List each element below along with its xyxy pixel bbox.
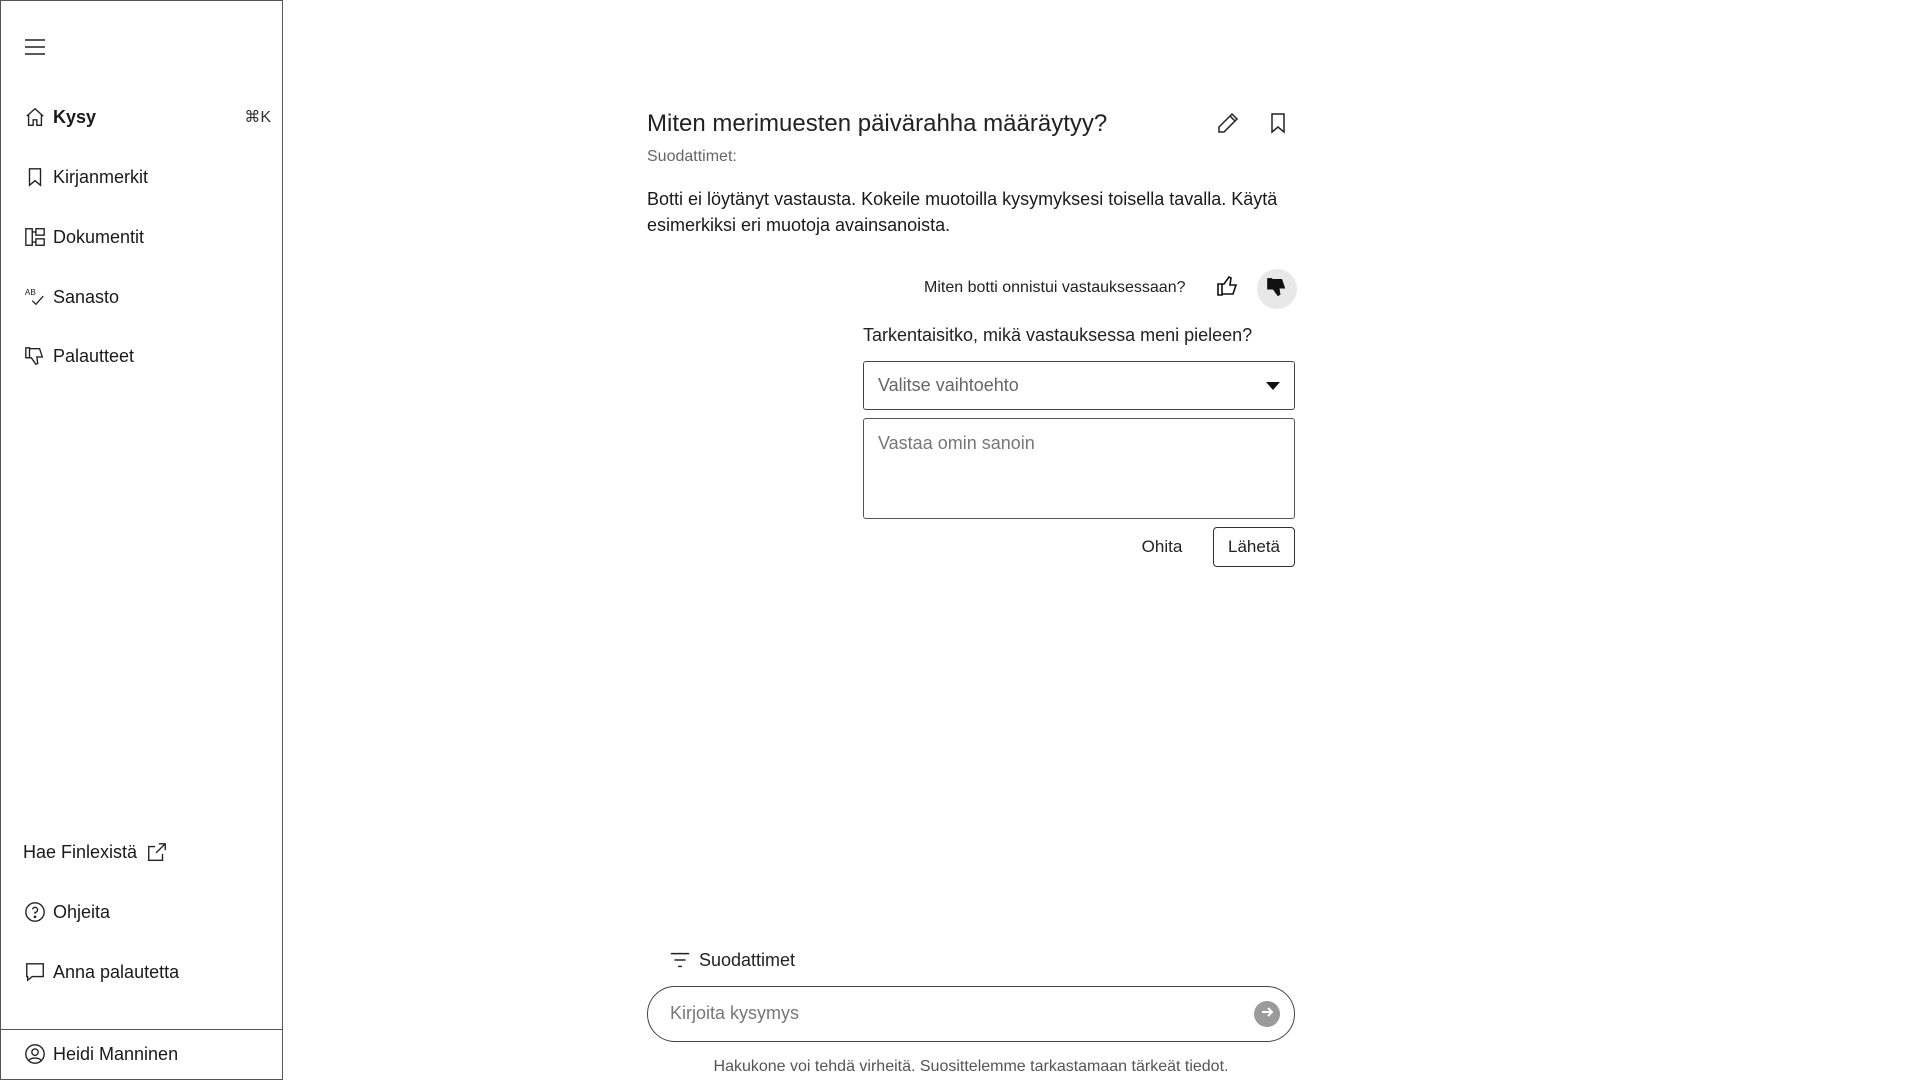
question-title: Miten merimuesten päivärahha määräytyy? [647,110,1108,137]
hamburger-menu-icon[interactable] [23,35,47,59]
send-question-button[interactable] [1254,1001,1280,1027]
send-feedback-button[interactable]: Lähetä [1213,527,1295,567]
sidebar-item-ohjeita[interactable] [23,897,271,927]
sidebar-item-anna-palautetta[interactable] [23,957,271,987]
sidebar-item-label: Kysy [53,106,97,127]
bookmark-icon [1266,111,1290,140]
pencil-icon [1216,111,1240,140]
sidebar-item-label: Hae Finlexistä [23,841,138,862]
keyboard-shortcut: ⌘K [244,109,271,126]
sidebar-item-hae-finlexista[interactable] [23,837,271,867]
caret-down-icon [1266,382,1280,390]
sidebar-item-label: Palautteet [53,345,135,366]
sidebar-item-dokumentit[interactable] [23,222,271,252]
sidebar-item-label: Dokumentit [53,226,145,247]
home-icon [23,105,47,129]
svg-text:AB: AB [24,288,36,298]
help-circle-icon [23,900,47,924]
sidebar-item-kysy[interactable] [23,102,271,132]
reason-select[interactable] [863,361,1295,410]
sidebar-item-label: Ohjeita [53,901,111,922]
question-input[interactable] [670,987,1230,1040]
sidebar-divider [1,1029,282,1030]
glossary-icon [23,285,47,309]
external-link-icon [145,840,169,864]
filters-button-label: Suodattimet [699,949,796,970]
sidebar-item-label: Sanasto [53,286,120,307]
comment-icon [23,960,47,984]
filters-button[interactable] [668,945,795,975]
rating-question: Miten botti onnistui vastauksessaan? [924,279,1186,296]
thumbs-down-button[interactable] [1257,269,1297,309]
applied-filters-label: Suodattimet: [647,148,737,165]
thumbs-up-button[interactable] [1208,268,1248,308]
arrow-right-icon [1259,1004,1275,1025]
thumbs-down-icon [1266,276,1288,303]
documents-tree-icon [23,225,47,249]
bookmark-icon [23,165,47,189]
select-placeholder: Valitse vaihtoehto [878,375,1019,395]
sidebar-item-sanasto[interactable] [23,282,271,312]
user-name: Heidi Manninen [53,1043,179,1064]
user-profile[interactable] [23,1039,271,1069]
bookmark-question-button[interactable] [1263,110,1293,140]
sidebar [0,0,283,1080]
thumbs-up-icon [1216,274,1240,303]
sidebar-item-kirjanmerkit[interactable] [23,162,271,192]
user-circle-icon [23,1042,47,1066]
bot-answer: Botti ei löytänyt vastausta. Kokeile muotoilla kysymyksesi toisella tavalla. Käytä esimerkiksi eri muotoja avainsanoista. [647,189,1278,235]
question-input-container [647,986,1295,1042]
sidebar-item-label: Anna palautetta [53,961,180,982]
refine-question: Tarkentaisitko, mikä vastauksessa meni pieleen? [863,325,1253,345]
feedback-thumb-down-icon [23,344,47,368]
feedback-textarea[interactable] [863,418,1295,519]
disclaimer: Hakukone voi tehdä virheitä. Suosittelemme tarkastamaan tärkeät tiedot. [713,1058,1229,1075]
sidebar-item-label: Kirjanmerkit [53,166,149,187]
edit-question-button[interactable] [1213,110,1243,140]
sidebar-item-palautteet[interactable] [23,341,271,371]
filter-icon [668,948,692,972]
skip-button[interactable]: Ohita [1141,537,1183,556]
